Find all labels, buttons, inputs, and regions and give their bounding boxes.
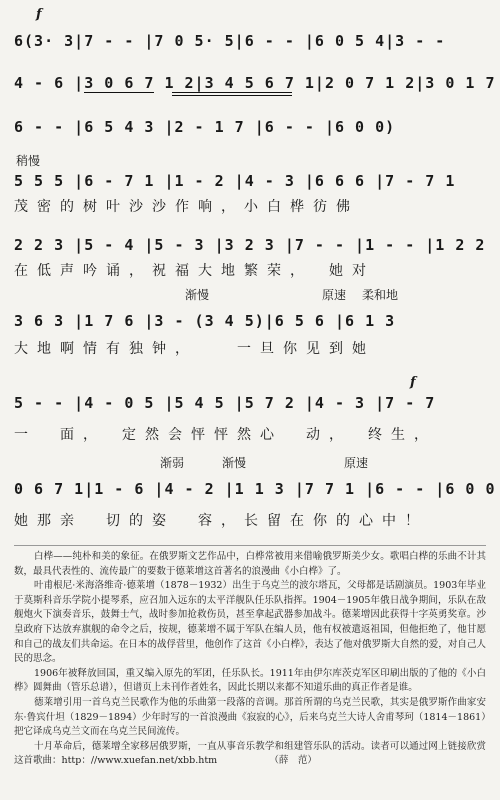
tempo-mark-diminuendo: 渐弱 xyxy=(160,456,185,470)
notation-row-8 xyxy=(14,478,496,500)
notation-text: 3 6 3 |1 7 6 |3 - (3 4 5)|6 5 6 |6 1 3 xyxy=(14,312,396,330)
article-paragraph-3: 1906年被释放回国，重又编入原先的军团，任乐队长。1911年由伊尔库茨克军区印刷出版的了他的《小白桦》圆舞曲（管乐总谱），但谱页上未刊作者姓名，因此长期以来都不知道乐曲的真正作者是谁。 xyxy=(14,667,486,694)
notation-row-2 xyxy=(14,72,496,94)
lyrics-line-5: 她那亲 切的姿 容，长留在你的心中！ xyxy=(14,513,428,529)
tempo-mark-a-tempo: 原速 xyxy=(322,288,347,302)
article-paragraph-4: 德莱增引用一首乌克兰民歌作为他的乐曲第一段落的音调。那首所谓的乌克兰民歌，其实是俄罗斯作曲家安东·鲁宾什坦（1829－1894）少年时写的一首浪漫曲《寂寂的心》，后来乌克兰大诗人舍甫琴珂（1814－1861）把它译成乌克兰文而在乌克兰民间流传。 xyxy=(14,696,486,738)
beam-line xyxy=(172,92,292,93)
notation-row-7 xyxy=(14,392,486,414)
notation-text: 6 - - |6 5 4 3 |2 - 1 7 |6 - - |6 0 0) xyxy=(14,118,396,136)
tempo-mark-ritardando-2: 渐慢 xyxy=(222,456,247,470)
lyrics-line-2: 在低声吟诵，祝福大地繁荣， 她对 xyxy=(14,263,375,279)
article-body xyxy=(14,550,486,769)
dynamic-forte-2: f xyxy=(410,375,416,390)
lyrics-line-4: 一 面， 定然会怦怦然心 动， 终生， xyxy=(14,427,437,443)
lyrics-line-1: 茂密的树叶沙沙作响，小白桦彷佛 xyxy=(14,199,359,215)
beam-line xyxy=(172,95,292,96)
notation-text: 4 - 6 |3 0 6 7 1 2|3 4 5 6 7 1|2 0 7 1 2|3 0 1 7 xyxy=(14,74,496,92)
article-paragraph-1: 白桦——纯朴和美的象征。在俄罗斯文艺作品中，白桦常被用来借喻俄罗斯美少女。歌唱白桦的乐曲不计其数，最具代表性的、流传最广的要数于德莱增这首著名的浪漫曲《小白桦》了。 xyxy=(14,551,486,577)
notation-row-5 xyxy=(14,234,486,256)
notation-text: 6(3· 3|7 - - |7 0 5· 5|6 - - |6 0 5 4|3 - - xyxy=(14,32,446,50)
dynamic-forte-1: f xyxy=(36,7,42,22)
notation-row-6 xyxy=(14,310,486,332)
notation-row-1 xyxy=(14,30,486,52)
notation-text: 2 2 3 |5 - 4 |5 - 3 |3 2 3 |7 - - |1 - - |1 2 2 xyxy=(14,236,486,254)
tempo-mark-slightly-slow: 稍慢 xyxy=(16,154,41,168)
lyrics-line-3: 大地啊情有独钟， 一旦你见到她 xyxy=(14,341,375,357)
tempo-mark-ritardando: 渐慢 xyxy=(185,288,210,302)
beam-line xyxy=(84,92,154,93)
tempo-mark-gently: 柔和地 xyxy=(362,288,399,302)
notation-row-4 xyxy=(14,170,486,192)
notation-text: 5 - - |4 - 0 5 |5 4 5 |5 7 2 |4 - 3 |7 - 7 xyxy=(14,394,436,412)
tempo-mark-a-tempo-2: 原速 xyxy=(344,456,369,470)
notation-text: 5 5 5 |6 - 7 1 |1 - 2 |4 - 3 |6 6 6 |7 - 7 1 xyxy=(14,172,456,190)
article-paragraph-2: 叶甫根尼·米海洛维奇·德莱增（1878－1932）出生于乌克兰的波尔塔瓦，父母都是话剧演员。1903年毕业于莫斯科音乐学院小提琴系，应召加入远东的太平洋舰队任乐队指挥。1904－1905年俄日战争期间，乐队在敌舰炮火下演奏音乐，鼓舞士气，战时参加抢救伤员，甚至拿起武器参加战斗。德莱增因此获得十字英勇奖章。沙皇政府下达放弃旗舰的命令之后，按规，德莱增不属于军队在编人员，他有权被遣返祖国，但他拒绝了，他甘愿和自己的战友们共命运。在日本的战俘营里，他创作了这首《小白桦》，表达了他对俄罗斯大自然的爱，对自己人民的思念。 xyxy=(14,580,486,665)
article-paragraph-5: 十月革命后，德莱增全家移居俄罗斯，一直从事音乐教学和组建管乐队的活动。读者可以通过网上链接欣赏这首歌曲：http：//www.xuefan.net/xbb.htm （薛 范） xyxy=(14,740,486,767)
notation-row-3 xyxy=(14,116,486,138)
section-divider xyxy=(14,545,486,546)
notation-text: 0 6 7 1|1 - 6 |4 - 2 |1 1 3 |7 7 1 |6 - - |6 0 0 xyxy=(14,480,496,498)
